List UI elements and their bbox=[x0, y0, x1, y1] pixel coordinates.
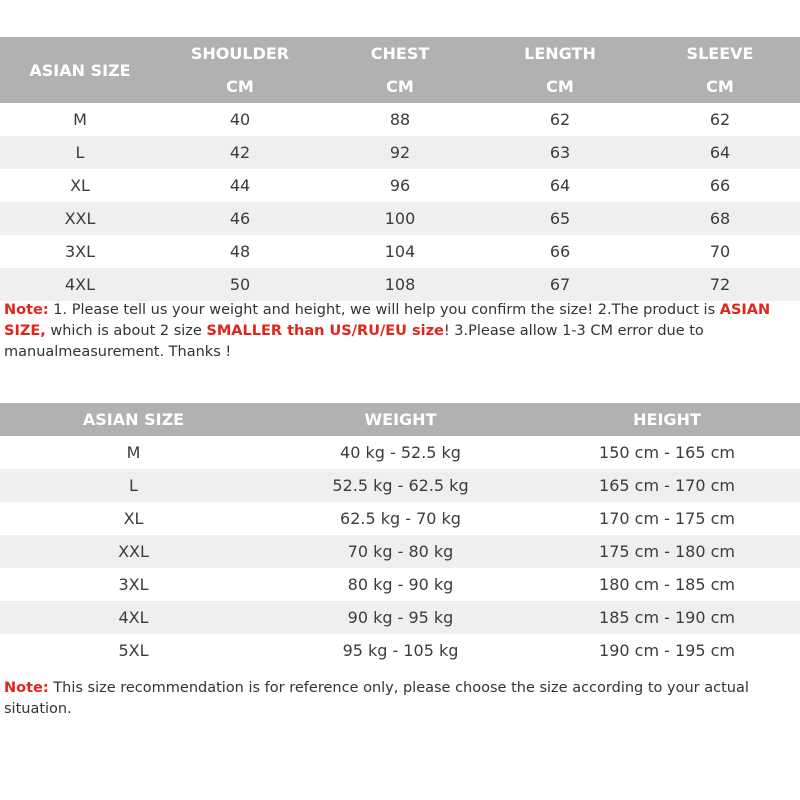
height-cell: 185 cm - 190 cm bbox=[534, 601, 800, 634]
unit-sleeve: CM bbox=[706, 77, 734, 96]
size-cell: XL bbox=[70, 176, 90, 195]
table-row bbox=[0, 202, 800, 235]
weight-cell: 62.5 kg - 70 kg bbox=[340, 509, 461, 528]
size-note bbox=[4, 300, 796, 363]
header-asian-size: ASIAN SIZE bbox=[82, 410, 185, 429]
table-row bbox=[0, 601, 800, 634]
chest-cell: 96 bbox=[389, 176, 411, 195]
size-cell: 3XL bbox=[118, 575, 149, 594]
height-cell: 165 cm - 170 cm bbox=[534, 469, 800, 502]
weight-cell: 80 kg - 90 kg bbox=[347, 575, 454, 594]
note-text: 1. Please tell us your weight and height, we will help you confirm the size! 2.The product is bbox=[48, 302, 720, 318]
unit-chest: CM bbox=[386, 77, 414, 96]
size-cell: 3XL bbox=[64, 242, 96, 261]
note-label: Note: bbox=[4, 680, 49, 696]
size-cell: XXL bbox=[0, 202, 160, 235]
unit-shoulder: CM bbox=[226, 77, 254, 96]
weight-cell: 90 kg - 95 kg bbox=[267, 601, 534, 634]
shoulder-cell: 50 bbox=[160, 268, 320, 301]
header-sleeve: SLEEVE bbox=[686, 44, 754, 63]
height-cell: 190 cm - 195 cm bbox=[599, 641, 735, 660]
shoulder-cell: 42 bbox=[160, 136, 320, 169]
weight-height-header-row bbox=[0, 403, 800, 436]
sleeve-cell: 64 bbox=[640, 136, 800, 169]
header-shoulder: SHOULDER bbox=[190, 44, 290, 63]
shoulder-cell: 40 bbox=[229, 110, 251, 129]
length-cell: 63 bbox=[480, 136, 640, 169]
chest-cell: 88 bbox=[389, 110, 411, 129]
table-row bbox=[0, 469, 800, 502]
sleeve-cell: 62 bbox=[709, 110, 731, 129]
header-asian-size: ASIAN SIZE bbox=[29, 60, 131, 80]
size-cell: 4XL bbox=[0, 268, 160, 301]
table-row bbox=[0, 568, 800, 601]
sleeve-cell: 66 bbox=[709, 176, 731, 195]
table-row bbox=[0, 235, 800, 268]
table-row bbox=[0, 535, 800, 568]
header-chest: CHEST bbox=[370, 44, 430, 63]
note-text: ! 3.Please allow 1-3 CM error due to manualmeasurement. Thanks ! bbox=[4, 323, 704, 360]
size-cell: 5XL bbox=[118, 641, 149, 660]
note-text: This size recommendation is for reference only, please choose the size according to your actual situation. bbox=[4, 680, 749, 717]
height-cell: 180 cm - 185 cm bbox=[599, 575, 735, 594]
unit-length: CM bbox=[546, 77, 574, 96]
table-row bbox=[0, 169, 800, 202]
smaller-size-highlight: SMALLER than US/RU/EU size bbox=[206, 323, 444, 339]
size-cell: M bbox=[126, 443, 141, 462]
header-weight: WEIGHT bbox=[364, 410, 437, 429]
size-cell: L bbox=[0, 136, 160, 169]
table-row bbox=[0, 634, 800, 667]
note-text: which is about 2 size bbox=[45, 323, 207, 339]
header-length: LENGTH bbox=[524, 44, 596, 63]
height-cell: 175 cm - 180 cm bbox=[534, 535, 800, 568]
shoulder-cell: 48 bbox=[229, 242, 251, 261]
table-row bbox=[0, 268, 800, 301]
length-cell: 62 bbox=[549, 110, 571, 129]
length-cell: 64 bbox=[549, 176, 571, 195]
measurement-header-row bbox=[0, 37, 800, 70]
length-cell: 66 bbox=[549, 242, 571, 261]
size-cell: XXL bbox=[0, 535, 267, 568]
weight-cell: 40 kg - 52.5 kg bbox=[340, 443, 461, 462]
size-cell: XL bbox=[123, 509, 144, 528]
length-cell: 67 bbox=[480, 268, 640, 301]
shoulder-cell: 46 bbox=[160, 202, 320, 235]
table-row bbox=[0, 103, 800, 136]
table-row bbox=[0, 136, 800, 169]
height-cell: 170 cm - 175 cm bbox=[599, 509, 735, 528]
size-cell: 4XL bbox=[0, 601, 267, 634]
reference-note bbox=[4, 678, 796, 720]
weight-height-table bbox=[0, 403, 800, 667]
header-height: HEIGHT bbox=[633, 410, 701, 429]
chest-cell: 108 bbox=[320, 268, 480, 301]
shoulder-cell: 44 bbox=[229, 176, 251, 195]
sleeve-cell: 72 bbox=[640, 268, 800, 301]
size-cell: M bbox=[73, 110, 87, 129]
weight-cell: 52.5 kg - 62.5 kg bbox=[267, 469, 534, 502]
asian-size-highlight: ASIAN SIZE, bbox=[4, 302, 771, 339]
sleeve-cell: 70 bbox=[709, 242, 731, 261]
size-cell: L bbox=[0, 469, 267, 502]
measurement-table bbox=[0, 37, 800, 301]
weight-cell: 95 kg - 105 kg bbox=[342, 641, 459, 660]
weight-cell: 70 kg - 80 kg bbox=[267, 535, 534, 568]
height-cell: 150 cm - 165 cm bbox=[599, 443, 735, 462]
sleeve-cell: 68 bbox=[640, 202, 800, 235]
note-label: Note: bbox=[4, 302, 49, 318]
table-row bbox=[0, 502, 800, 535]
chest-cell: 100 bbox=[320, 202, 480, 235]
chest-cell: 92 bbox=[320, 136, 480, 169]
chest-cell: 104 bbox=[384, 242, 416, 261]
length-cell: 65 bbox=[480, 202, 640, 235]
table-row bbox=[0, 436, 800, 469]
